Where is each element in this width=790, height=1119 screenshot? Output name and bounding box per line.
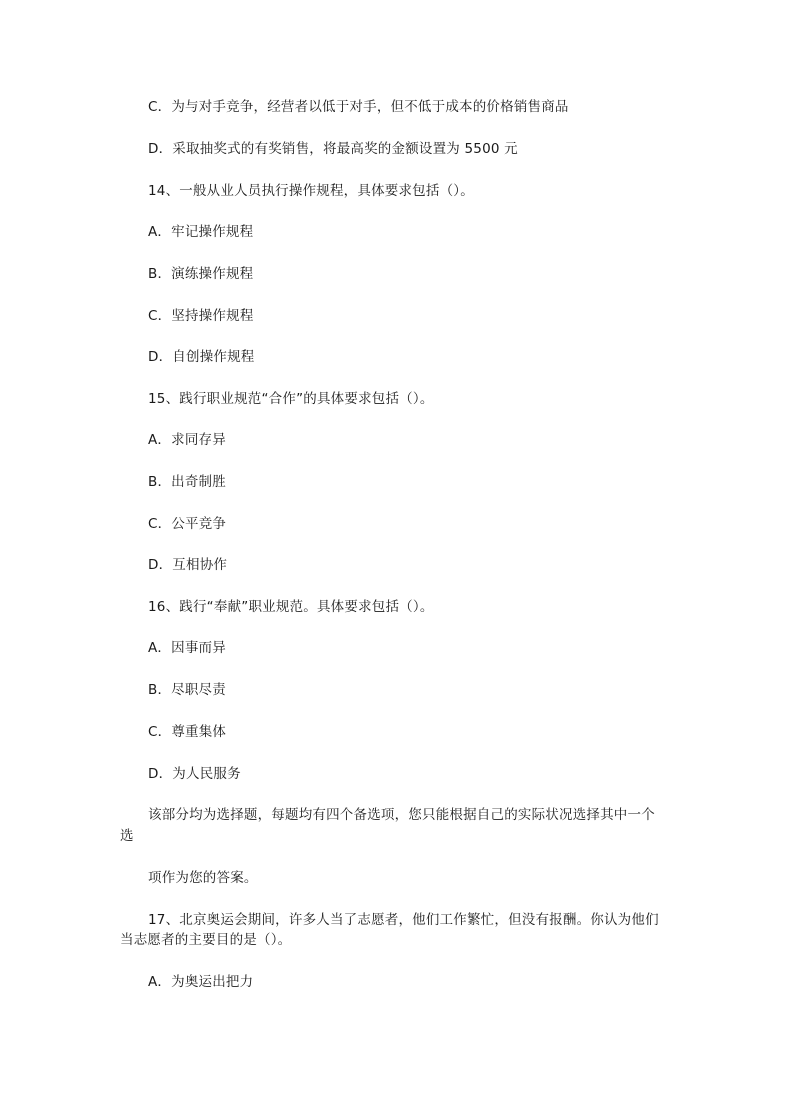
q15-option-a: A．求同存异 xyxy=(148,432,226,448)
section-instructions-line-2: 选 xyxy=(120,828,134,844)
question-14: 14、一般从业人员执行操作规程，具体要求包括（）。 xyxy=(148,183,474,199)
q13-option-d: D．采取抽奖式的有奖销售，将最高奖的金额设置为 5500 元 xyxy=(148,141,518,157)
q14-option-c: C．坚持操作规程 xyxy=(148,308,254,324)
q16-option-c: C．尊重集体 xyxy=(148,724,227,740)
q14-option-a: A．牢记操作规程 xyxy=(148,224,254,240)
question-17-line-1: 17、北京奥运会期间，许多人当了志愿者，他们工作繁忙，但没有报酬。你认为他们 xyxy=(148,912,659,928)
q14-option-b: B．演练操作规程 xyxy=(148,266,254,282)
q15-option-b: B．出奇制胜 xyxy=(148,474,226,490)
q15-option-d: D．互相协作 xyxy=(148,557,228,573)
q16-option-d: D．为人民服务 xyxy=(148,766,241,782)
q16-option-b: B．尽职尽责 xyxy=(148,682,226,698)
q15-option-c: C．公平竞争 xyxy=(148,516,227,532)
question-16: 16、践行“奉献”职业规范。具体要求包括（）。 xyxy=(148,599,434,615)
q14-option-d: D．自创操作规程 xyxy=(148,349,255,365)
question-17-line-2: 当志愿者的主要目的是（）。 xyxy=(120,932,292,948)
q17-option-a: A．为奥运出把力 xyxy=(148,974,254,990)
q16-option-a: A．因事而异 xyxy=(148,640,226,656)
section-instructions-line-1: 该部分均为选择题，每题均有四个备选项，您只能根据自己的实际状况选择其中一个 xyxy=(148,807,655,823)
q13-option-c: C．为与对手竞争，经营者以低于对手，但不低于成本的价格销售商品 xyxy=(148,99,569,115)
question-15: 15、践行职业规范“合作”的具体要求包括（）。 xyxy=(148,391,434,407)
section-instructions-line-3: 项作为您的答案。 xyxy=(148,870,258,886)
